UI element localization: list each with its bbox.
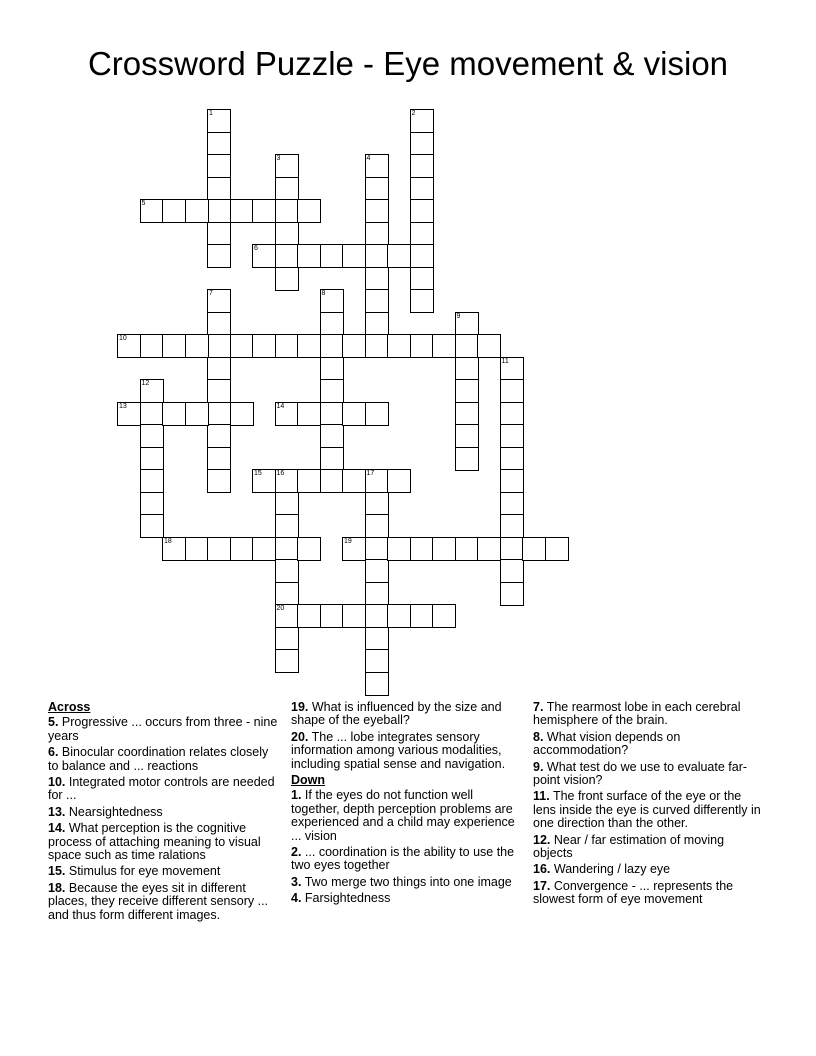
- clue-number: 8: [321, 290, 326, 297]
- clue-text: Stimulus for eye movement: [68, 864, 221, 879]
- clue-number: 3: [276, 155, 281, 162]
- grid-cell[interactable]: [207, 334, 231, 358]
- grid-cell[interactable]: [545, 537, 569, 561]
- page-title: Crossword Puzzle - Eye movement & vision: [87, 45, 729, 82]
- grid-cell[interactable]: [207, 289, 231, 313]
- grid-cell[interactable]: [365, 222, 389, 246]
- grid-cell[interactable]: [207, 537, 231, 561]
- down-heading: Down: [291, 773, 326, 788]
- grid-cell[interactable]: [455, 447, 479, 471]
- grid-cell[interactable]: [365, 469, 389, 493]
- grid-cell[interactable]: [320, 604, 344, 628]
- grid-cell[interactable]: [140, 199, 164, 223]
- grid-cell[interactable]: [207, 379, 231, 403]
- grid-cell[interactable]: [500, 537, 524, 561]
- clue-num: 19.: [291, 700, 309, 714]
- grid-cell[interactable]: [275, 514, 299, 538]
- grid-cell[interactable]: [207, 244, 231, 268]
- grid-cell[interactable]: [410, 604, 434, 628]
- clue-text: Farsightedness: [304, 891, 391, 906]
- clue-number: 9: [456, 312, 461, 320]
- grid-cell[interactable]: [140, 424, 164, 448]
- grid-cell[interactable]: [185, 402, 209, 426]
- clue-text: The front surface of the eye or the lens inside the eye is curved differently in one direction than the other.: [533, 789, 761, 831]
- grid-cell[interactable]: [207, 402, 231, 426]
- clue-text: ... coordination is the ability to use the two eyes together: [291, 845, 515, 873]
- grid-cell[interactable]: [365, 537, 389, 561]
- grid-cell[interactable]: [342, 604, 366, 628]
- across-clue: [48, 822, 280, 862]
- grid-cell[interactable]: [410, 154, 434, 178]
- down-clue: [533, 790, 765, 830]
- across-clue: [48, 882, 280, 922]
- grid-cell[interactable]: [230, 402, 254, 426]
- grid-cell[interactable]: [500, 514, 524, 538]
- grid-cell[interactable]: [365, 312, 389, 336]
- grid-cell[interactable]: [365, 402, 389, 426]
- grid-cell[interactable]: [365, 514, 389, 538]
- clue-text: Wandering / lazy eye: [553, 862, 671, 877]
- clue-num: 5.: [48, 715, 59, 730]
- down-clue: [533, 731, 765, 758]
- clue-number: 12: [141, 380, 150, 387]
- grid-cell[interactable]: [365, 649, 389, 673]
- grid-cell[interactable]: [207, 132, 231, 156]
- grid-cell[interactable]: [365, 154, 389, 178]
- grid-cell[interactable]: [387, 604, 411, 628]
- clue-num: 9.: [533, 759, 544, 774]
- grid-cell[interactable]: [275, 537, 299, 561]
- grid-cell[interactable]: [522, 537, 546, 561]
- clue-text: Binocular coordination relates closely to balance and ... reactions: [48, 745, 269, 773]
- grid-cell[interactable]: [275, 222, 299, 246]
- grid-cell[interactable]: [365, 244, 389, 268]
- across-clue: [48, 716, 280, 743]
- grid-cell[interactable]: [320, 379, 344, 403]
- down-clue: [291, 789, 523, 843]
- clue-text: Near / far estimation of moving objects: [533, 832, 725, 861]
- grid-cell[interactable]: [140, 514, 164, 538]
- grid-cell[interactable]: [252, 469, 276, 493]
- down-clue: [533, 880, 765, 907]
- grid-cell[interactable]: [207, 312, 231, 336]
- clue-number: 2: [411, 110, 416, 117]
- grid-cell[interactable]: [342, 537, 366, 561]
- grid-cell[interactable]: [320, 469, 344, 493]
- grid-cell[interactable]: [275, 627, 299, 651]
- grid-cell[interactable]: [477, 537, 501, 561]
- grid-cell[interactable]: [365, 267, 389, 291]
- grid-cell[interactable]: [320, 289, 344, 313]
- clue-text: Progressive ... occurs from three - nine years: [48, 715, 278, 743]
- clue-num: 16.: [533, 862, 551, 877]
- grid-cell[interactable]: [275, 402, 299, 426]
- clue-num: 7.: [533, 700, 544, 714]
- clue-text: Nearsightedness: [68, 804, 163, 819]
- grid-cell[interactable]: [207, 469, 231, 493]
- down-clue: [291, 892, 523, 905]
- clue-number: 19: [344, 537, 352, 545]
- grid-cell[interactable]: [252, 334, 276, 358]
- grid-cell[interactable]: [230, 199, 254, 223]
- across-clue: [48, 776, 280, 803]
- grid-cell[interactable]: [162, 334, 186, 358]
- grid-cell[interactable]: [275, 334, 299, 358]
- clue-num: 4.: [291, 891, 302, 906]
- grid-cell[interactable]: [455, 312, 479, 336]
- grid-cell[interactable]: [140, 469, 164, 493]
- grid-cell[interactable]: [140, 379, 164, 403]
- grid-cell[interactable]: [500, 469, 524, 493]
- grid-cell[interactable]: [365, 289, 389, 313]
- grid-cell[interactable]: [432, 334, 456, 358]
- grid-cell[interactable]: [500, 447, 524, 471]
- grid-cell[interactable]: [455, 334, 479, 358]
- grid-cell[interactable]: [410, 537, 434, 561]
- grid-cell[interactable]: [410, 289, 434, 313]
- grid-cell[interactable]: [477, 334, 501, 358]
- grid-cell[interactable]: [500, 357, 524, 381]
- grid-cell[interactable]: [252, 537, 276, 561]
- grid-cell[interactable]: [185, 334, 209, 358]
- clue-num: 1.: [291, 788, 302, 803]
- grid-cell[interactable]: [207, 177, 231, 201]
- grid-cell[interactable]: [162, 402, 186, 426]
- across-clue: [48, 806, 280, 819]
- across-clue: [48, 865, 280, 878]
- grid-cell[interactable]: [410, 267, 434, 291]
- grid-cell[interactable]: [500, 379, 524, 403]
- grid-cell[interactable]: [387, 469, 411, 493]
- clue-num: 14.: [48, 821, 66, 836]
- clue-number: 7: [209, 290, 213, 297]
- grid-cell[interactable]: [320, 334, 344, 358]
- clue-text: Because the eyes sit in different places, they receive different sensory ... and thus form different images.: [48, 880, 269, 922]
- clue-number: 1: [209, 110, 213, 117]
- clue-number: 18: [164, 537, 172, 545]
- grid-cell[interactable]: [275, 492, 299, 516]
- grid-cell[interactable]: [410, 199, 434, 223]
- grid-cell[interactable]: [297, 469, 321, 493]
- clue-number: 5: [141, 200, 146, 207]
- clue-number: 17: [366, 470, 375, 477]
- grid-cell[interactable]: [410, 177, 434, 201]
- clue-text: The rearmost lobe in each cerebral hemisphere of the brain.: [533, 700, 741, 728]
- grid-cell[interactable]: [162, 537, 186, 561]
- down-clue: [533, 834, 765, 861]
- grid-cell[interactable]: [455, 424, 479, 448]
- grid-cell[interactable]: [140, 447, 164, 471]
- grid-cell[interactable]: [387, 334, 411, 358]
- clue-text: What test do we use to evaluate far-point vision?: [533, 759, 748, 788]
- grid-cell[interactable]: [275, 559, 299, 583]
- across-heading: Across: [48, 700, 91, 714]
- across-clue: [48, 746, 280, 773]
- grid-cell[interactable]: [365, 627, 389, 651]
- clue-text: What is influenced by the size and shape of the eyeball?: [291, 700, 502, 728]
- grid-cell[interactable]: [410, 334, 434, 358]
- clue-num: 2.: [291, 845, 302, 860]
- grid-cell[interactable]: [410, 109, 434, 133]
- grid-cell[interactable]: [207, 222, 231, 246]
- clue-num: 12.: [533, 832, 551, 847]
- grid-cell[interactable]: [365, 582, 389, 606]
- clue-text: What vision depends on accommodation?: [533, 729, 681, 758]
- grid-cell[interactable]: [140, 334, 164, 358]
- grid-cell[interactable]: [275, 267, 299, 291]
- down-clue: [291, 846, 523, 873]
- grid-cell[interactable]: [275, 244, 299, 268]
- grid-cell[interactable]: [140, 492, 164, 516]
- grid-cell[interactable]: [252, 244, 276, 268]
- grid-cell[interactable]: [297, 199, 321, 223]
- grid-cell[interactable]: [207, 154, 231, 178]
- grid-cell[interactable]: [207, 447, 231, 471]
- down-clue: [291, 876, 523, 889]
- grid-cell[interactable]: [342, 244, 366, 268]
- grid-cell[interactable]: [320, 447, 344, 471]
- grid-cell[interactable]: [320, 312, 344, 336]
- grid-cell[interactable]: [140, 402, 164, 426]
- grid-cell[interactable]: [455, 357, 479, 381]
- clue-number: 15: [254, 470, 262, 477]
- grid-cell[interactable]: [432, 537, 456, 561]
- clue-text: What perception is the cognitive process of attaching meaning to visual space such as time ralations: [48, 821, 261, 863]
- clue-num: 17.: [533, 878, 551, 893]
- clue-number: 20: [276, 605, 285, 612]
- across-clue: [291, 731, 523, 771]
- grid-cell[interactable]: [275, 604, 299, 628]
- grid-cell[interactable]: [207, 424, 231, 448]
- grid-cell[interactable]: [500, 559, 524, 583]
- grid-cell[interactable]: [410, 222, 434, 246]
- grid-cell[interactable]: [207, 109, 231, 133]
- clue-num: 20.: [291, 729, 309, 744]
- grid-cell[interactable]: [455, 379, 479, 403]
- clue-num: 8.: [533, 729, 544, 744]
- grid-cell[interactable]: [297, 402, 321, 426]
- grid-cell[interactable]: [252, 199, 276, 223]
- grid-cell[interactable]: [500, 424, 524, 448]
- clues-column-2: [291, 701, 523, 909]
- clue-num: 18.: [48, 880, 66, 895]
- grid-cell[interactable]: [500, 582, 524, 606]
- grid-cell[interactable]: [365, 177, 389, 201]
- clue-text: The ... lobe integrates sensory information among various modalities, including spatial sense and navigation.: [291, 729, 506, 771]
- grid-cell[interactable]: [455, 402, 479, 426]
- clue-number: 11: [501, 357, 509, 365]
- grid-cell[interactable]: [432, 604, 456, 628]
- clue-number: 16: [276, 470, 285, 477]
- grid-cell[interactable]: [275, 199, 299, 223]
- grid-cell[interactable]: [365, 559, 389, 583]
- down-clue: [533, 701, 765, 728]
- clue-num: 13.: [48, 804, 66, 819]
- grid-cell[interactable]: [297, 334, 321, 358]
- grid-cell[interactable]: [320, 424, 344, 448]
- grid-cell[interactable]: [455, 537, 479, 561]
- clue-text: Convergence - ... represents the slowest form of eye movement: [533, 878, 734, 907]
- grid-cell[interactable]: [365, 604, 389, 628]
- grid-cell[interactable]: [365, 672, 389, 696]
- grid-cell[interactable]: [185, 199, 209, 223]
- clue-number: 6: [254, 245, 258, 252]
- grid-cell[interactable]: [365, 199, 389, 223]
- clue-number: 13: [119, 402, 127, 410]
- clue-number: 10: [119, 335, 127, 342]
- grid-cell[interactable]: [365, 492, 389, 516]
- grid-cell[interactable]: [185, 537, 209, 561]
- grid-cell[interactable]: [387, 244, 411, 268]
- grid-cell[interactable]: [275, 469, 299, 493]
- grid-cell[interactable]: [117, 402, 141, 426]
- grid-cell[interactable]: [342, 402, 366, 426]
- grid-cell[interactable]: [297, 604, 321, 628]
- grid-cell[interactable]: [342, 334, 366, 358]
- clue-number: 14: [276, 402, 285, 410]
- across-clue: [291, 701, 523, 728]
- grid-cell[interactable]: [297, 244, 321, 268]
- clue-text: Two merge two things into one image: [304, 874, 512, 889]
- clue-number: 4: [366, 155, 371, 162]
- grid-cell[interactable]: [275, 177, 299, 201]
- grid-cell[interactable]: [320, 244, 344, 268]
- grid-cell[interactable]: [162, 199, 186, 223]
- grid-cell[interactable]: [342, 469, 366, 493]
- clue-num: 15.: [48, 864, 66, 879]
- grid-cell[interactable]: [275, 582, 299, 606]
- grid-cell[interactable]: [275, 649, 299, 673]
- grid-cell[interactable]: [410, 244, 434, 268]
- clue-num: 10.: [48, 775, 66, 790]
- grid-cell[interactable]: [387, 537, 411, 561]
- grid-cell[interactable]: [320, 402, 344, 426]
- grid-cell[interactable]: [230, 537, 254, 561]
- grid-cell[interactable]: [410, 132, 434, 156]
- clues-column-1: [48, 701, 280, 925]
- grid-cell[interactable]: [275, 154, 299, 178]
- grid-cell[interactable]: [297, 537, 321, 561]
- grid-cell[interactable]: [207, 357, 231, 381]
- down-clue: [533, 863, 765, 876]
- grid-cell[interactable]: [500, 402, 524, 426]
- grid-cell[interactable]: [230, 334, 254, 358]
- clue-num: 3.: [291, 874, 302, 889]
- clue-text: Integrated motor controls are needed for ...: [48, 775, 275, 803]
- grid-cell[interactable]: [117, 334, 141, 358]
- clue-text: If the eyes do not function well together, depth perception problems are experienced and a child may experience ... vision: [291, 788, 515, 843]
- clue-num: 11.: [533, 789, 550, 804]
- clues-column-3: [533, 701, 765, 910]
- grid-cell[interactable]: [320, 357, 344, 381]
- grid-cell[interactable]: [500, 492, 524, 516]
- grid-cell[interactable]: [207, 199, 231, 223]
- down-clue: [533, 761, 765, 788]
- clue-num: 6.: [48, 745, 59, 760]
- grid-cell[interactable]: [365, 334, 389, 358]
